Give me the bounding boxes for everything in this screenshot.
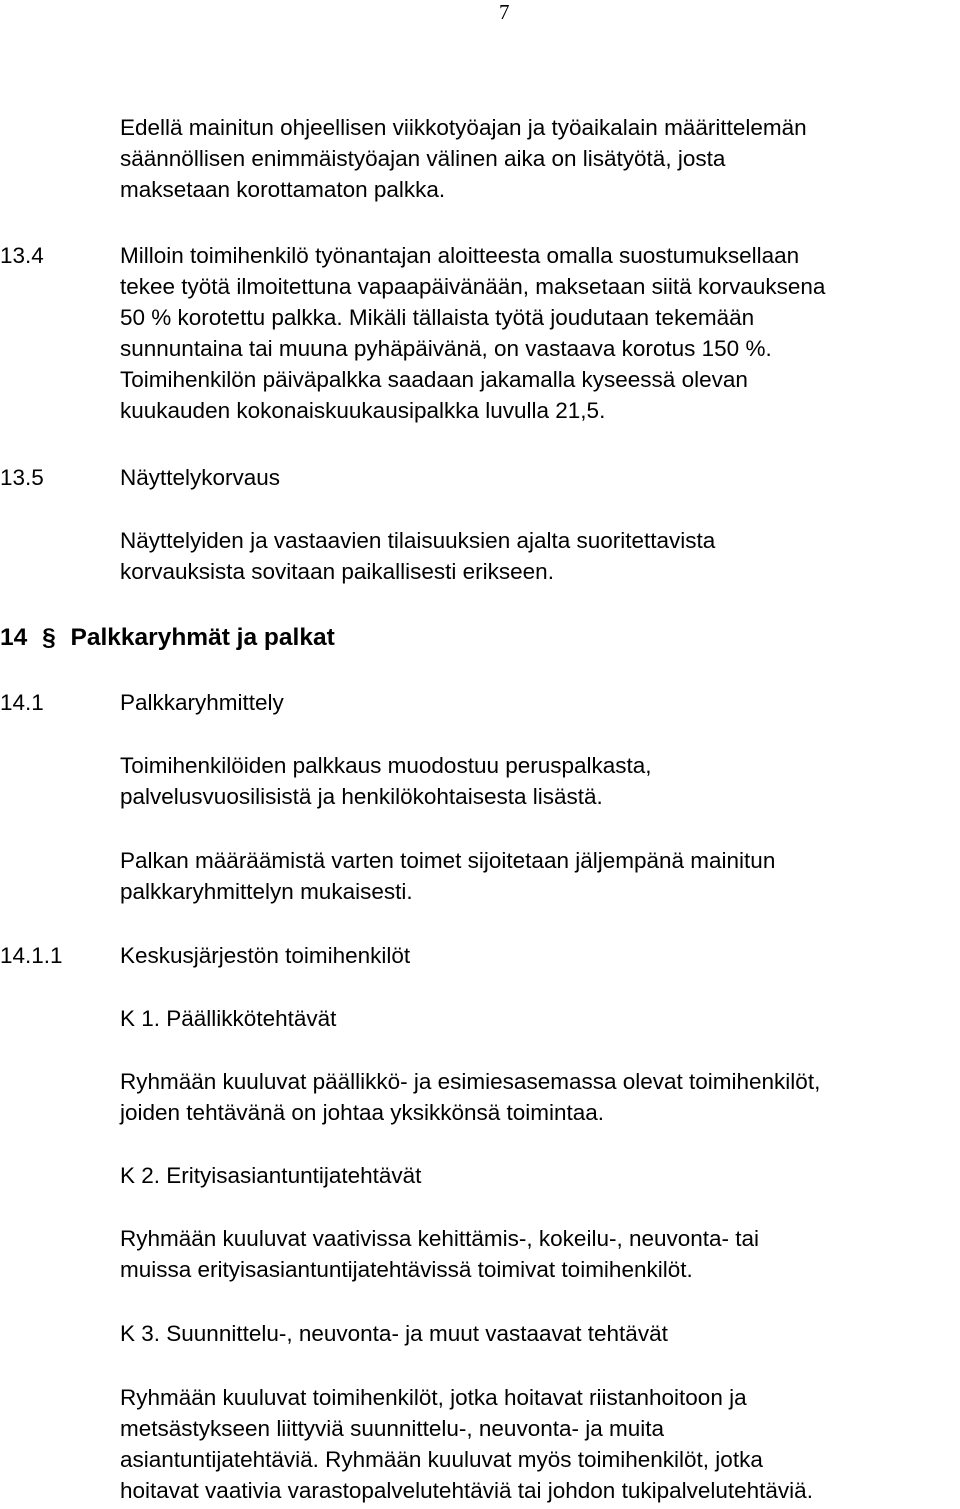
section-number-13-4: 13.4	[0, 243, 44, 268]
text-line: sunnuntaina tai muuna pyhäpäivänä, on vastaava korotus 150 %.	[120, 336, 772, 361]
intro-paragraph	[120, 112, 807, 205]
text-line: palvelusvuosilisistä ja henkilökohtaisesta lisästä.	[120, 784, 603, 809]
text-line: hoitavat vaativia varastopalvelutehtäviä tai johdon tukipalvelutehtäviä.	[120, 1478, 813, 1503]
chapter-title: Palkkaryhmät ja palkat	[70, 624, 335, 651]
group-k1-title: K 1. Päällikkötehtävät	[120, 1006, 337, 1031]
section-14-1-1-heading: Keskusjärjestön toimihenkilöt	[120, 943, 411, 968]
text-line: Toimihenkilöiden palkkaus muodostuu peruspalkasta,	[120, 753, 652, 778]
chapter-number: 14	[0, 624, 28, 651]
section-number-14-1: 14.1	[0, 690, 44, 715]
text-line: Palkan määräämistä varten toimet sijoitetaan jäljempänä mainitun	[120, 848, 776, 873]
group-k1-description	[120, 1066, 820, 1128]
section-14-1-paragraph-2	[120, 845, 775, 907]
text-line: Ryhmään kuuluvat päällikkö- ja esimiesasemassa olevat toimihenkilöt,	[120, 1069, 821, 1094]
section-number-14-1-1: 14.1.1	[0, 943, 63, 968]
text-line: metsästykseen liittyviä suunnittelu-, neuvonta- ja muita	[120, 1416, 665, 1441]
chapter-heading-14	[0, 622, 335, 653]
text-line: muissa erityisasiantuntijatehtävissä toimivat toimihenkilöt.	[120, 1257, 693, 1282]
group-k3-title: K 3. Suunnittelu-, neuvonta- ja muut vastaavat tehtävät	[120, 1321, 668, 1346]
section-13-5-paragraph	[120, 525, 715, 587]
text-line: asiantuntijatehtäviä. Ryhmään kuuluvat myös toimihenkilöt, jotka	[120, 1447, 763, 1472]
text-line: Edellä mainitun ohjeellisen viikkotyöajan ja työaikalain määrittelemän	[120, 115, 807, 140]
section-13-5-heading: Näyttelykorvaus	[120, 465, 281, 490]
text-line: palkkaryhmittelyn mukaisesti.	[120, 879, 413, 904]
section-symbol: §	[42, 624, 56, 651]
text-line: Ryhmään kuuluvat toimihenkilöt, jotka hoitavat riistanhoitoon ja	[120, 1385, 747, 1410]
text-line: Toimihenkilön päiväpalkka saadaan jakamalla kyseessä olevan	[120, 367, 748, 392]
group-k2-description	[120, 1223, 759, 1285]
text-line: säännöllisen enimmäistyöajan välinen aika on lisätyötä, josta	[120, 146, 726, 171]
section-14-1-heading: Palkkaryhmittely	[120, 690, 284, 715]
text-line: tekee työtä ilmoitettuna vapaapäivänään, maksetaan siitä korvauksena	[120, 274, 826, 299]
section-14-1-paragraph-1	[120, 750, 652, 812]
page-number: 7	[499, 0, 510, 24]
text-line: korvauksista sovitaan paikallisesti erikseen.	[120, 559, 554, 584]
text-line: kuukauden kokonaiskuukausipalkka luvulla 21,5.	[120, 398, 606, 423]
text-line: maksetaan korottamaton palkka.	[120, 177, 446, 202]
text-line: Ryhmään kuuluvat vaativissa kehittämis-, kokeilu-, neuvonta- tai	[120, 1226, 760, 1251]
group-k2-title: K 2. Erityisasiantuntijatehtävät	[120, 1163, 422, 1188]
text-line: joiden tehtävänä on johtaa yksikkönsä toimintaa.	[120, 1100, 605, 1125]
group-k3-description	[120, 1382, 813, 1506]
section-13-4-paragraph	[120, 240, 825, 426]
section-number-13-5: 13.5	[0, 465, 44, 490]
text-line: Milloin toimihenkilö työnantajan aloitteesta omalla suostumuksellaan	[120, 243, 800, 268]
text-line: Näyttelyiden ja vastaavien tilaisuuksien ajalta suoritettavista	[120, 528, 716, 553]
text-line: 50 % korotettu palkka. Mikäli tällaista työtä joudutaan tekemään	[120, 305, 755, 330]
